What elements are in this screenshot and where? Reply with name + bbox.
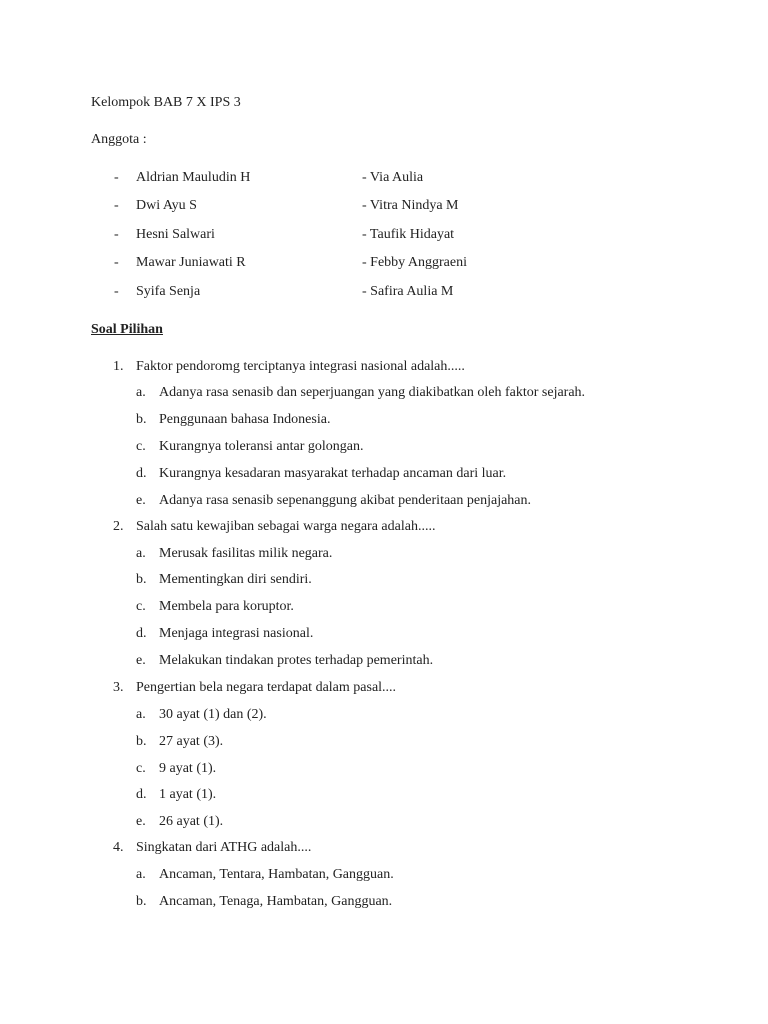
option-letter: d. [136, 466, 147, 481]
list-dash: - [114, 170, 119, 185]
question-number: 3. [113, 680, 124, 695]
option-text: 30 ayat (1) dan (2). [159, 707, 267, 722]
member-name: - Vitra Nindya M [362, 198, 459, 213]
member-name: - Safira Aulia M [362, 284, 454, 299]
member-name: - Febby Anggraeni [362, 255, 467, 270]
question-text: Faktor pendoromg terciptanya integrasi nasional adalah..... [136, 359, 465, 374]
question-text: Salah satu kewajiban sebagai warga negara adalah..... [136, 519, 436, 534]
document-title: Kelompok BAB 7 X IPS 3 [91, 95, 241, 110]
option-text: Kurangnya kesadaran masyarakat terhadap ancaman dari luar. [159, 466, 507, 481]
option-letter: c. [136, 761, 146, 776]
option-letter: a. [136, 867, 146, 882]
member-name: Syifa Senja [136, 284, 201, 299]
option-letter: c. [136, 439, 146, 454]
option-letter: e. [136, 814, 146, 829]
option-text: Membela para koruptor. [159, 599, 294, 614]
member-name: - Via Aulia [362, 170, 424, 185]
section-title: Soal Pilihan [91, 322, 163, 337]
option-letter: d. [136, 626, 147, 641]
option-text: Ancaman, Tentara, Hambatan, Gangguan. [159, 867, 394, 882]
question-number: 4. [113, 840, 124, 855]
option-text: Adanya rasa senasib sepenanggung akibat penderitaan penjajahan. [159, 493, 532, 508]
option-letter: c. [136, 599, 146, 614]
option-text: 27 ayat (3). [159, 734, 224, 749]
member-name: Aldrian Mauludin H [136, 170, 251, 185]
option-letter: a. [136, 707, 146, 722]
option-letter: b. [136, 894, 147, 909]
list-dash: - [114, 284, 119, 299]
option-text: Menjaga integrasi nasional. [159, 626, 314, 641]
option-text: Ancaman, Tenaga, Hambatan, Gangguan. [159, 894, 393, 909]
option-text: Mementingkan diri sendiri. [159, 572, 312, 587]
question-number: 1. [113, 359, 124, 374]
option-text: Merusak fasilitas milik negara. [159, 546, 333, 561]
option-text: Kurangnya toleransi antar golongan. [159, 439, 364, 454]
member-name: Hesni Salwari [136, 227, 215, 242]
option-letter: a. [136, 385, 146, 400]
list-dash: - [114, 198, 119, 213]
option-letter: b. [136, 572, 147, 587]
option-text: 26 ayat (1). [159, 814, 224, 829]
list-dash: - [114, 227, 119, 242]
option-text: 1 ayat (1). [159, 787, 217, 802]
option-letter: b. [136, 734, 147, 749]
option-text: Melakukan tindakan protes terhadap pemerintah. [159, 653, 434, 668]
option-text: Penggunaan bahasa Indonesia. [159, 412, 331, 427]
question-text: Pengertian bela negara terdapat dalam pasal.... [136, 680, 397, 695]
question-text: Singkatan dari ATHG adalah.... [136, 840, 312, 855]
option-letter: b. [136, 412, 147, 427]
option-text: 9 ayat (1). [159, 761, 217, 776]
option-text: Adanya rasa senasib dan seperjuangan yang diakibatkan oleh faktor sejarah. [159, 385, 586, 400]
member-name: Dwi Ayu S [136, 198, 197, 213]
option-letter: a. [136, 546, 146, 561]
member-name: - Taufik Hidayat [362, 227, 455, 242]
members-label: Anggota : [91, 132, 147, 147]
option-letter: d. [136, 787, 147, 802]
list-dash: - [114, 255, 119, 270]
option-letter: e. [136, 653, 146, 668]
question-number: 2. [113, 519, 124, 534]
option-letter: e. [136, 493, 146, 508]
member-name: Mawar Juniawati R [136, 255, 246, 270]
